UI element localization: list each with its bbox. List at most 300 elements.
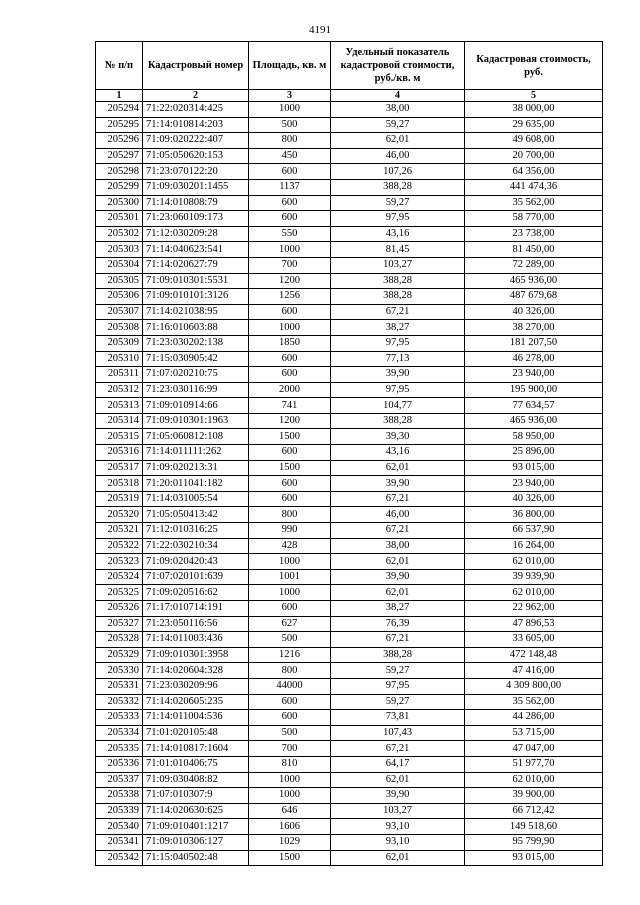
table-row	[96, 102, 603, 118]
cell-cadastral-number: 71:22:030210:34	[143, 538, 249, 554]
cell-cadastral-number: 71:14:010814:203	[143, 117, 249, 133]
table-row	[96, 320, 603, 336]
cell-unit-value: 62,01	[331, 554, 465, 570]
cell-area: 741	[249, 398, 331, 414]
cell-area: 627	[249, 616, 331, 632]
table-row	[96, 756, 603, 772]
cell-cadastral-number: 71:09:020222:407	[143, 133, 249, 149]
cell-cadastral-value: 23 738,00	[465, 226, 603, 242]
cell-cadastral-value: 47 416,00	[465, 663, 603, 679]
cell-cadastral-number: 71:09:020420:43	[143, 554, 249, 570]
cell-area: 1200	[249, 273, 331, 289]
cell-cadastral-number: 71:01:010406:75	[143, 756, 249, 772]
cell-row-number: 205342	[96, 850, 143, 866]
cell-unit-value: 97,95	[331, 335, 465, 351]
cell-area: 428	[249, 538, 331, 554]
cell-cadastral-value: 72 289,00	[465, 257, 603, 273]
cell-cadastral-value: 465 936,00	[465, 273, 603, 289]
header-row-number: № п/п	[96, 42, 143, 90]
cell-cadastral-number: 71:14:020604:328	[143, 663, 249, 679]
cell-cadastral-value: 51 977,70	[465, 756, 603, 772]
cell-row-number: 205337	[96, 772, 143, 788]
cell-cadastral-number: 71:14:020630:625	[143, 803, 249, 819]
cell-row-number: 205300	[96, 195, 143, 211]
cell-area: 600	[249, 476, 331, 492]
table-row	[96, 133, 603, 149]
cell-area: 800	[249, 663, 331, 679]
cell-unit-value: 59,27	[331, 195, 465, 211]
table-row	[96, 772, 603, 788]
cell-unit-value: 62,01	[331, 772, 465, 788]
cell-cadastral-value: 93 015,00	[465, 460, 603, 476]
cell-cadastral-value: 40 326,00	[465, 304, 603, 320]
cell-unit-value: 39,30	[331, 429, 465, 445]
cell-cadastral-value: 36 800,00	[465, 507, 603, 523]
cell-area: 600	[249, 710, 331, 726]
cell-area: 1256	[249, 289, 331, 305]
table-row	[96, 569, 603, 585]
cell-area: 600	[249, 367, 331, 383]
table-row	[96, 523, 603, 539]
cell-cadastral-number: 71:09:030408:82	[143, 772, 249, 788]
cell-unit-value: 39,90	[331, 788, 465, 804]
cell-row-number: 205305	[96, 273, 143, 289]
cell-area: 1000	[249, 102, 331, 118]
table-row	[96, 304, 603, 320]
cell-cadastral-number: 71:16:010603:88	[143, 320, 249, 336]
cell-area: 800	[249, 133, 331, 149]
cell-cadastral-value: 39 900,00	[465, 788, 603, 804]
cell-row-number: 205325	[96, 585, 143, 601]
cell-unit-value: 38,27	[331, 320, 465, 336]
cell-area: 1000	[249, 585, 331, 601]
cell-area: 44000	[249, 678, 331, 694]
cell-area: 600	[249, 445, 331, 461]
cell-cadastral-number: 71:15:030905:42	[143, 351, 249, 367]
table-row	[96, 834, 603, 850]
cell-unit-value: 97,95	[331, 382, 465, 398]
cell-area: 800	[249, 507, 331, 523]
cell-unit-value: 93,10	[331, 819, 465, 835]
cell-area: 600	[249, 491, 331, 507]
cell-area: 700	[249, 257, 331, 273]
cell-cadastral-number: 71:07:020210:75	[143, 367, 249, 383]
cell-cadastral-number: 71:12:030209:28	[143, 226, 249, 242]
cell-cadastral-value: 95 799,90	[465, 834, 603, 850]
cell-row-number: 205326	[96, 601, 143, 617]
cell-unit-value: 46,00	[331, 507, 465, 523]
cell-unit-value: 67,21	[331, 304, 465, 320]
cell-cadastral-value: 25 896,00	[465, 445, 603, 461]
cell-area: 450	[249, 148, 331, 164]
cell-unit-value: 62,01	[331, 133, 465, 149]
cell-cadastral-number: 71:09:010301:3958	[143, 647, 249, 663]
table-row	[96, 819, 603, 835]
cell-area: 600	[249, 164, 331, 180]
table-row	[96, 803, 603, 819]
cell-unit-value: 388,28	[331, 289, 465, 305]
cell-cadastral-value: 62 010,00	[465, 554, 603, 570]
cell-area: 600	[249, 195, 331, 211]
cell-unit-value: 388,28	[331, 179, 465, 195]
cell-row-number: 205310	[96, 351, 143, 367]
cell-area: 500	[249, 117, 331, 133]
cell-row-number: 205321	[96, 523, 143, 539]
cell-cadastral-number: 71:23:060109:173	[143, 211, 249, 227]
cell-row-number: 205316	[96, 445, 143, 461]
cell-row-number: 205319	[96, 491, 143, 507]
table-row	[96, 554, 603, 570]
cell-row-number: 205336	[96, 756, 143, 772]
table-row	[96, 351, 603, 367]
cell-area: 1000	[249, 554, 331, 570]
table-row	[96, 601, 603, 617]
table-row	[96, 195, 603, 211]
cell-row-number: 205318	[96, 476, 143, 492]
cell-cadastral-value: 181 207,50	[465, 335, 603, 351]
cell-area: 1500	[249, 850, 331, 866]
cell-row-number: 205301	[96, 211, 143, 227]
table-row	[96, 632, 603, 648]
cell-unit-value: 38,00	[331, 102, 465, 118]
cell-unit-value: 103,27	[331, 257, 465, 273]
cell-row-number: 205306	[96, 289, 143, 305]
column-number: 1	[96, 90, 143, 102]
cell-cadastral-value: 46 278,00	[465, 351, 603, 367]
column-number: 4	[331, 90, 465, 102]
cell-unit-value: 38,27	[331, 601, 465, 617]
cell-area: 500	[249, 632, 331, 648]
cell-cadastral-number: 71:05:050620:153	[143, 148, 249, 164]
table-row	[96, 179, 603, 195]
table-row	[96, 788, 603, 804]
cell-row-number: 205303	[96, 242, 143, 258]
table-row	[96, 491, 603, 507]
cell-cadastral-value: 77 634,57	[465, 398, 603, 414]
cell-row-number: 205320	[96, 507, 143, 523]
table-row	[96, 663, 603, 679]
cell-unit-value: 62,01	[331, 585, 465, 601]
cell-area: 1000	[249, 788, 331, 804]
table-row	[96, 289, 603, 305]
cell-area: 1500	[249, 429, 331, 445]
cell-unit-value: 67,21	[331, 632, 465, 648]
cell-unit-value: 62,01	[331, 460, 465, 476]
cell-area: 600	[249, 694, 331, 710]
table-row	[96, 257, 603, 273]
column-number: 2	[143, 90, 249, 102]
cell-cadastral-number: 71:09:030201:1455	[143, 179, 249, 195]
header-unit-value: Удельный показатель кадастровой стоимости, руб./кв. м	[331, 42, 465, 90]
cell-cadastral-number: 71:22:020314:425	[143, 102, 249, 118]
cell-cadastral-value: 62 010,00	[465, 585, 603, 601]
cell-unit-value: 67,21	[331, 523, 465, 539]
cell-row-number: 205323	[96, 554, 143, 570]
cell-row-number: 205331	[96, 678, 143, 694]
cell-row-number: 205333	[96, 710, 143, 726]
cell-area: 500	[249, 725, 331, 741]
cell-area: 1001	[249, 569, 331, 585]
cell-cadastral-number: 71:14:010808:79	[143, 195, 249, 211]
cell-unit-value: 93,10	[331, 834, 465, 850]
table-row	[96, 148, 603, 164]
cell-area: 646	[249, 803, 331, 819]
cell-row-number: 205340	[96, 819, 143, 835]
table-row	[96, 445, 603, 461]
cell-cadastral-number: 71:14:021038:95	[143, 304, 249, 320]
cell-cadastral-number: 71:09:010401:1217	[143, 819, 249, 835]
cell-area: 600	[249, 211, 331, 227]
cell-area: 1000	[249, 772, 331, 788]
table-body	[96, 102, 603, 866]
cell-cadastral-value: 66 537,90	[465, 523, 603, 539]
cell-cadastral-value: 149 518,60	[465, 819, 603, 835]
header-area: Площадь, кв. м	[249, 42, 331, 90]
table-row	[96, 413, 603, 429]
cell-row-number: 205297	[96, 148, 143, 164]
cell-cadastral-number: 71:23:070122:20	[143, 164, 249, 180]
cell-unit-value: 46,00	[331, 148, 465, 164]
cell-cadastral-number: 71:14:040623:541	[143, 242, 249, 258]
cell-row-number: 205317	[96, 460, 143, 476]
cell-cadastral-number: 71:23:030209:96	[143, 678, 249, 694]
table-row	[96, 741, 603, 757]
cell-cadastral-value: 465 936,00	[465, 413, 603, 429]
cadastral-value-table	[95, 41, 603, 866]
cell-unit-value: 59,27	[331, 117, 465, 133]
cell-cadastral-value: 66 712,42	[465, 803, 603, 819]
cell-row-number: 205309	[96, 335, 143, 351]
cell-cadastral-number: 71:23:030202:138	[143, 335, 249, 351]
cell-cadastral-value: 49 608,00	[465, 133, 603, 149]
cell-area: 1000	[249, 242, 331, 258]
cell-area: 2000	[249, 382, 331, 398]
cell-unit-value: 67,21	[331, 491, 465, 507]
table-row	[96, 382, 603, 398]
cell-row-number: 205308	[96, 320, 143, 336]
cell-unit-value: 73,81	[331, 710, 465, 726]
cell-cadastral-number: 71:14:020627:79	[143, 257, 249, 273]
cell-cadastral-number: 71:09:010914:66	[143, 398, 249, 414]
header-cadastral-number: Кадастровый номер	[143, 42, 249, 90]
cell-area: 600	[249, 351, 331, 367]
cell-row-number: 205332	[96, 694, 143, 710]
cell-row-number: 205338	[96, 788, 143, 804]
cell-unit-value: 43,16	[331, 226, 465, 242]
cell-unit-value: 39,90	[331, 569, 465, 585]
cell-row-number: 205295	[96, 117, 143, 133]
cell-cadastral-number: 71:09:010301:5531	[143, 273, 249, 289]
table-row	[96, 538, 603, 554]
table-row	[96, 476, 603, 492]
cell-unit-value: 81,45	[331, 242, 465, 258]
cell-row-number: 205304	[96, 257, 143, 273]
table-row	[96, 164, 603, 180]
table-row	[96, 507, 603, 523]
cell-area: 600	[249, 601, 331, 617]
cell-row-number: 205314	[96, 413, 143, 429]
cell-cadastral-value: 38 000,00	[465, 102, 603, 118]
table-row	[96, 335, 603, 351]
cell-cadastral-number: 71:09:010306:127	[143, 834, 249, 850]
cell-cadastral-number: 71:09:020516:62	[143, 585, 249, 601]
cell-unit-value: 388,28	[331, 273, 465, 289]
cell-row-number: 205311	[96, 367, 143, 383]
cell-area: 810	[249, 756, 331, 772]
cell-row-number: 205329	[96, 647, 143, 663]
table-row	[96, 460, 603, 476]
cell-unit-value: 97,95	[331, 211, 465, 227]
cell-row-number: 205322	[96, 538, 143, 554]
cell-unit-value: 97,95	[331, 678, 465, 694]
cell-row-number: 205339	[96, 803, 143, 819]
cell-unit-value: 64,17	[331, 756, 465, 772]
cell-cadastral-value: 20 700,00	[465, 148, 603, 164]
cell-cadastral-value: 93 015,00	[465, 850, 603, 866]
cell-row-number: 205327	[96, 616, 143, 632]
cell-row-number: 205341	[96, 834, 143, 850]
table-row	[96, 429, 603, 445]
header-row	[96, 42, 603, 90]
cell-row-number: 205294	[96, 102, 143, 118]
table-row	[96, 850, 603, 866]
cell-cadastral-value: 81 450,00	[465, 242, 603, 258]
cell-unit-value: 62,01	[331, 850, 465, 866]
cell-row-number: 205313	[96, 398, 143, 414]
cell-cadastral-value: 64 356,00	[465, 164, 603, 180]
cell-unit-value: 43,16	[331, 445, 465, 461]
cell-cadastral-number: 71:05:060812:108	[143, 429, 249, 445]
cell-area: 1029	[249, 834, 331, 850]
cell-cadastral-value: 38 270,00	[465, 320, 603, 336]
cell-unit-value: 388,28	[331, 413, 465, 429]
cell-row-number: 205299	[96, 179, 143, 195]
cell-row-number: 205315	[96, 429, 143, 445]
cell-unit-value: 104,77	[331, 398, 465, 414]
cell-unit-value: 59,27	[331, 663, 465, 679]
cell-area: 1606	[249, 819, 331, 835]
cell-cadastral-value: 53 715,00	[465, 725, 603, 741]
cell-cadastral-value: 35 562,00	[465, 195, 603, 211]
table-row	[96, 694, 603, 710]
cell-cadastral-number: 71:12:010316:25	[143, 523, 249, 539]
cell-cadastral-number: 71:14:020605:235	[143, 694, 249, 710]
cell-cadastral-value: 58 950,00	[465, 429, 603, 445]
column-number: 5	[465, 90, 603, 102]
cell-cadastral-value: 441 474,36	[465, 179, 603, 195]
cell-cadastral-value: 472 148,48	[465, 647, 603, 663]
cell-area: 1200	[249, 413, 331, 429]
table-row	[96, 585, 603, 601]
cell-cadastral-number: 71:14:011004:536	[143, 710, 249, 726]
cell-cadastral-number: 71:07:010307:9	[143, 788, 249, 804]
cell-cadastral-number: 71:09:010101:3126	[143, 289, 249, 305]
cell-cadastral-number: 71:07:020101:639	[143, 569, 249, 585]
cell-unit-value: 103,27	[331, 803, 465, 819]
cell-unit-value: 38,00	[331, 538, 465, 554]
table-row	[96, 678, 603, 694]
cell-row-number: 205324	[96, 569, 143, 585]
cell-unit-value: 76,39	[331, 616, 465, 632]
cell-area: 990	[249, 523, 331, 539]
cell-cadastral-value: 47 896,53	[465, 616, 603, 632]
cell-row-number: 205334	[96, 725, 143, 741]
cell-row-number: 205335	[96, 741, 143, 757]
table-row	[96, 647, 603, 663]
cell-row-number: 205302	[96, 226, 143, 242]
cell-area: 1850	[249, 335, 331, 351]
table-row	[96, 242, 603, 258]
cell-cadastral-value: 23 940,00	[465, 367, 603, 383]
cell-cadastral-value: 23 940,00	[465, 476, 603, 492]
page-number: 4191	[309, 24, 331, 36]
cell-unit-value: 77,13	[331, 351, 465, 367]
cell-row-number: 205296	[96, 133, 143, 149]
cell-row-number: 205312	[96, 382, 143, 398]
cell-area: 1500	[249, 460, 331, 476]
table-row	[96, 398, 603, 414]
cell-unit-value: 388,28	[331, 647, 465, 663]
cell-area: 1216	[249, 647, 331, 663]
table-row	[96, 616, 603, 632]
table-row	[96, 710, 603, 726]
cell-cadastral-number: 71:14:011003:436	[143, 632, 249, 648]
cell-unit-value: 107,43	[331, 725, 465, 741]
cell-cadastral-number: 71:14:031005:54	[143, 491, 249, 507]
cell-cadastral-value: 29 635,00	[465, 117, 603, 133]
cell-cadastral-value: 4 309 800,00	[465, 678, 603, 694]
column-number-row	[96, 90, 603, 102]
cell-unit-value: 67,21	[331, 741, 465, 757]
cell-cadastral-number: 71:05:050413:42	[143, 507, 249, 523]
cell-cadastral-value: 16 264,00	[465, 538, 603, 554]
cell-unit-value: 107,26	[331, 164, 465, 180]
cell-cadastral-number: 71:23:050116:56	[143, 616, 249, 632]
cell-cadastral-number: 71:09:010301:1963	[143, 413, 249, 429]
cell-cadastral-number: 71:20:011041:182	[143, 476, 249, 492]
cell-row-number: 205330	[96, 663, 143, 679]
table-header	[96, 42, 603, 102]
cell-row-number: 205328	[96, 632, 143, 648]
cell-cadastral-value: 22 962,00	[465, 601, 603, 617]
table-row	[96, 117, 603, 133]
cell-unit-value: 59,27	[331, 694, 465, 710]
cell-area: 1000	[249, 320, 331, 336]
table-row	[96, 367, 603, 383]
column-number: 3	[249, 90, 331, 102]
cell-cadastral-value: 39 939,90	[465, 569, 603, 585]
cell-area: 700	[249, 741, 331, 757]
cell-cadastral-value: 44 286,00	[465, 710, 603, 726]
cell-unit-value: 39,90	[331, 367, 465, 383]
cell-unit-value: 39,90	[331, 476, 465, 492]
cell-cadastral-value: 62 010,00	[465, 772, 603, 788]
cell-cadastral-value: 40 326,00	[465, 491, 603, 507]
table-row	[96, 211, 603, 227]
cell-cadastral-number: 71:14:011111:262	[143, 445, 249, 461]
cell-cadastral-number: 71:17:010714:191	[143, 601, 249, 617]
cell-area: 1137	[249, 179, 331, 195]
table-row	[96, 725, 603, 741]
cell-row-number: 205307	[96, 304, 143, 320]
cell-cadastral-number: 71:23:030116:99	[143, 382, 249, 398]
cell-cadastral-value: 58 770,00	[465, 211, 603, 227]
cell-cadastral-value: 33 605,00	[465, 632, 603, 648]
cell-cadastral-number: 71:01:020105:48	[143, 725, 249, 741]
cell-cadastral-number: 71:14:010817:1604	[143, 741, 249, 757]
cell-cadastral-value: 35 562,00	[465, 694, 603, 710]
cell-area: 600	[249, 304, 331, 320]
